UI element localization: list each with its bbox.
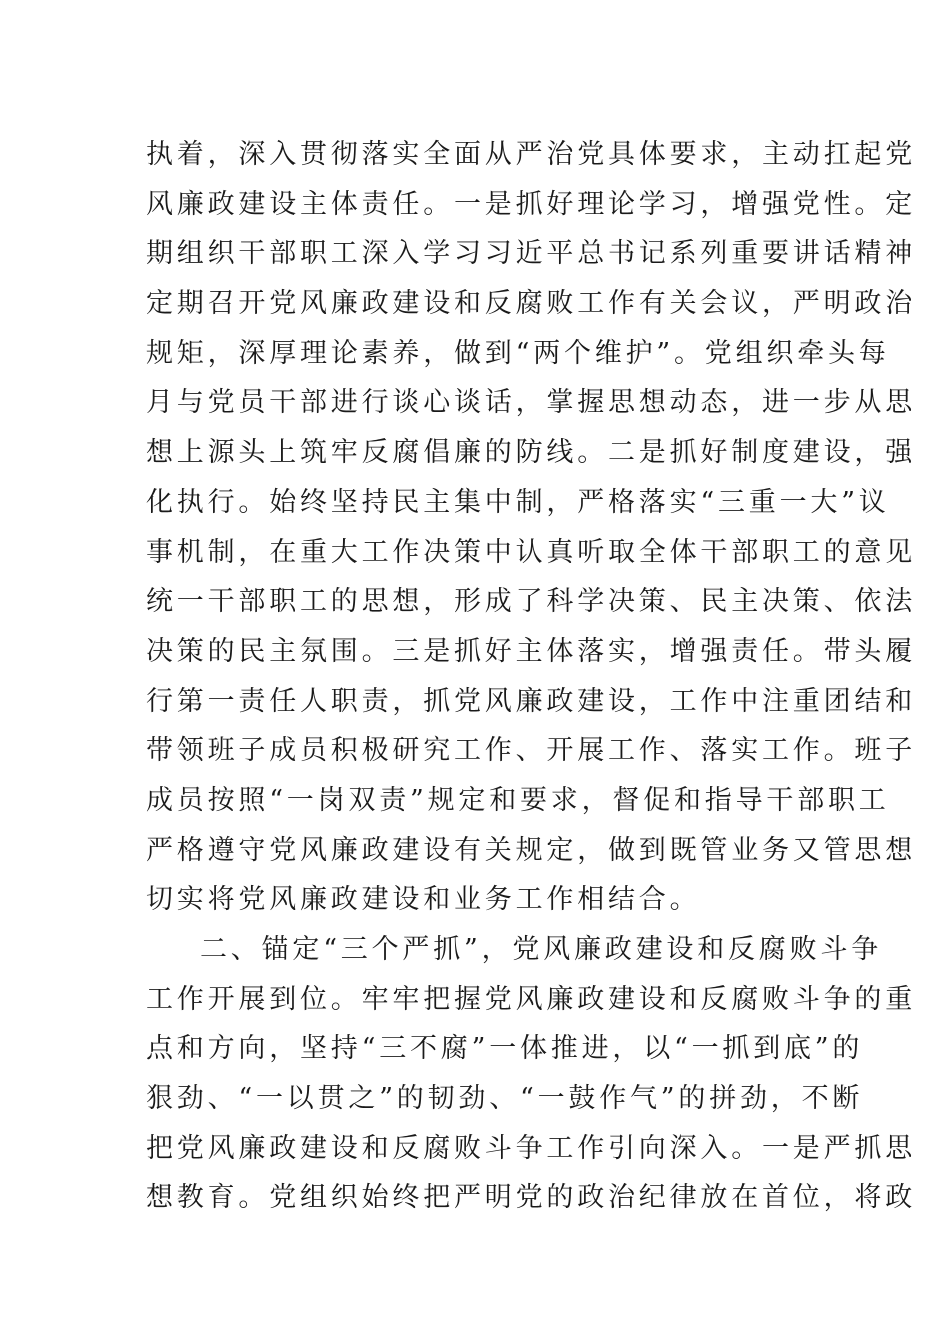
text-line: 工作开展到位。牢牢把握党风廉政建设和反腐败斗争的重 <box>146 983 916 1015</box>
text-line: 月与党员干部进行谈心谈话，掌握思想动态，进一步从思 <box>146 387 916 419</box>
text-line: 化执行。始终坚持民主集中制，严格落实“三重一大”议 <box>146 486 890 518</box>
document-body <box>146 130 916 1223</box>
text-line: 把党风廉政建设和反腐败斗争工作引向深入。一是严抓思 <box>146 1132 916 1164</box>
text-line: 规矩，深厚理论素养，做到“两个维护”。党组织牵头每 <box>146 337 890 369</box>
text-line: 定期召开党风廉政建设和反腐败工作有关会议，严明政治 <box>146 288 916 320</box>
text-line: 决策的民主氛围。三是抓好主体落实，增强责任。带头履 <box>146 635 916 667</box>
text-line: 带领班子成员积极研究工作、开展工作、落实工作。班子 <box>146 735 916 767</box>
text-line: 成员按照“一岗双责”规定和要求，督促和指导干部职工 <box>146 784 890 816</box>
text-line: 严格遵守党风廉政建设有关规定，做到既管业务又管思想 <box>146 834 916 866</box>
text-line: 切实将党风廉政建设和业务工作相结合。 <box>146 884 701 916</box>
text-line: 点和方向，坚持“三不腐”一体推进，以“一抓到底”的 <box>146 1033 864 1065</box>
text-line: 执着，深入贯彻落实全面从严治党具体要求，主动扛起党 <box>146 139 916 170</box>
text-line: 期组织干部职工深入学习习近平总书记系列重要讲话精神 <box>146 238 916 270</box>
text-line: 统一干部职工的思想，形成了科学决策、民主决策、依法 <box>146 586 916 618</box>
text-line: 行第一责任人职责，抓党风廉政建设，工作中注重团结和 <box>146 685 916 717</box>
text-line: 狠劲、“一以贯之”的韧劲、“一鼓作气”的拼劲，不断 <box>146 1083 864 1115</box>
paragraph-start-line: 二、锚定“三个严抓”，党风廉政建设和反腐败斗争 <box>200 934 883 965</box>
text-line: 事机制，在重大工作决策中认真听取全体干部职工的意见 <box>146 536 916 568</box>
text-line: 想上源头上筑牢反腐倡廉的防线。二是抓好制度建设，强 <box>146 437 916 469</box>
text-line: 想教育。党组织始终把严明党的政治纪律放在首位，将政 <box>146 1182 916 1214</box>
text-line: 风廉政建设主体责任。一是抓好理论学习，增强党性。定 <box>146 188 916 220</box>
